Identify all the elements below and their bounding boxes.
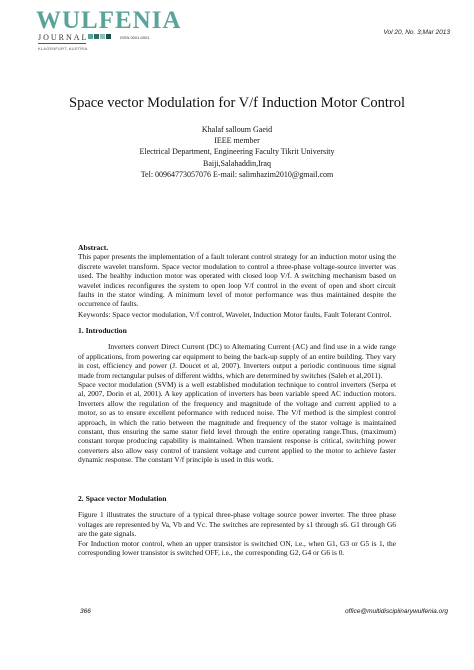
- logo-divider: [38, 43, 86, 44]
- author-membership: IEEE member: [214, 136, 260, 146]
- svm-heading: 2. Space vector Modulation: [78, 494, 167, 503]
- author-name: Khalaf salloum Gaeid: [201, 125, 273, 134]
- journal-logo-title: WULFENIA: [36, 7, 182, 34]
- introduction-paragraph-1: Inverters convert Direct Current (DC) to Alternating Current (AC) and find use in a wide range of applications, from powering car equipment to being the back-up supply of an entire building. They vary in cost, efficiency and power (J. Doucet et al, 2007). Inverters output a periodic continuous time signal made from rectangular pulses of different widths, which are determined by switches (Saleh et al,2011).: [78, 342, 396, 380]
- introduction-heading: 1. Introduction: [78, 326, 127, 335]
- journal-logo-issn: ISSN 0001-0001: [120, 35, 150, 40]
- author-contact: Tel: 00964773057076 E-mail: salimhazim2010@gmail.com: [140, 169, 334, 179]
- logo-square-2: [94, 34, 99, 39]
- author-location: Baiji,Salahaddin,Iraq: [203, 158, 271, 168]
- svm-paragraph-1: Figure 1 illustrates the structure of a typical three-phase voltage source power inverter. The three phase voltages are represented by Va, Vb and Vc. The switches are represented by s1 through s6. G1 through G6 are the gate signals.: [78, 510, 396, 539]
- logo-square-1: [88, 34, 93, 39]
- volume-info: Vol 20, No. 3;Mar 2013: [383, 29, 450, 36]
- logo-square-4: [106, 34, 111, 39]
- logo-square-3: [100, 34, 105, 39]
- abstract-text: This paper presents the implementation of a fault tolerant control strategy for an induction motor using the discrete wavelet transform. Space vector modulation to control a three-phase voltage-source inverter was used. The healthy induction motor was operated with closed loop V/f. A switching mechanism based on wavelet indices reconfigures the system to open loop V/f control in the event of open and short circuit faults in the stator winding. A minimum level of motor performance was thus maintained despite the occurrence of faults.: [78, 252, 396, 309]
- keywords: Keywords: Space vector modulation, V/f control, Wavelet, Induction Motor faults, Fault Tolerant Control.: [78, 309, 392, 319]
- page-number: 366: [80, 608, 91, 615]
- paper-title: Space vector Modulation for V/f Induction Motor Control: [69, 95, 405, 111]
- svm-paragraph-2: For Induction motor control, when an upper transistor is switched ON, i.e., when G1, G3 or G5 is 1, the corresponding lower transistor is switched OFF, i.e., the corresponding G2, G4 or G6 is 0.: [78, 538, 396, 558]
- abstract-section: [78, 243, 396, 319]
- journal-logo-subtitle: JOURNAL: [38, 33, 89, 42]
- introduction-paragraph-2: Space vector modulation (SVM) is a well established modulation technique to control inverters (Serpa et al, 2007, Dorin et al, 2001). A key application of inverters has been variable speed AC induction motors. Inverters allow the regulation of the frequency and magnitude of the voltage and current applied to a motor, so as to ensure excellent peformance with reduced noise. The V/f method is the simplest control approach, in which the ratio between the magnitude and frequency of the stator voltage is maintained constant, thus ensuring the same stator field level through the entire operating range.Thus, (maximum) constant torque producing capability is maintained. When transient response is critical, switching power converters also allow easy control of transient voltage and current applied to the motor to achieve faster dynamic response. The constant V/f principle is used in this work.: [78, 380, 396, 465]
- abstract-heading: Abstract.: [78, 243, 109, 252]
- svm-section: [78, 494, 396, 557]
- author-block: [0, 124, 474, 180]
- footer-email: office@multidisciplinarywulfenia.org: [344, 608, 448, 615]
- introduction-section: [78, 326, 396, 465]
- author-affiliation: Electrical Department, Engineering Faculty Tikrit University: [139, 147, 335, 157]
- logo-color-squares: [88, 34, 111, 39]
- journal-logo-tagline: KLAGENFURT, AUSTRIA: [38, 46, 88, 51]
